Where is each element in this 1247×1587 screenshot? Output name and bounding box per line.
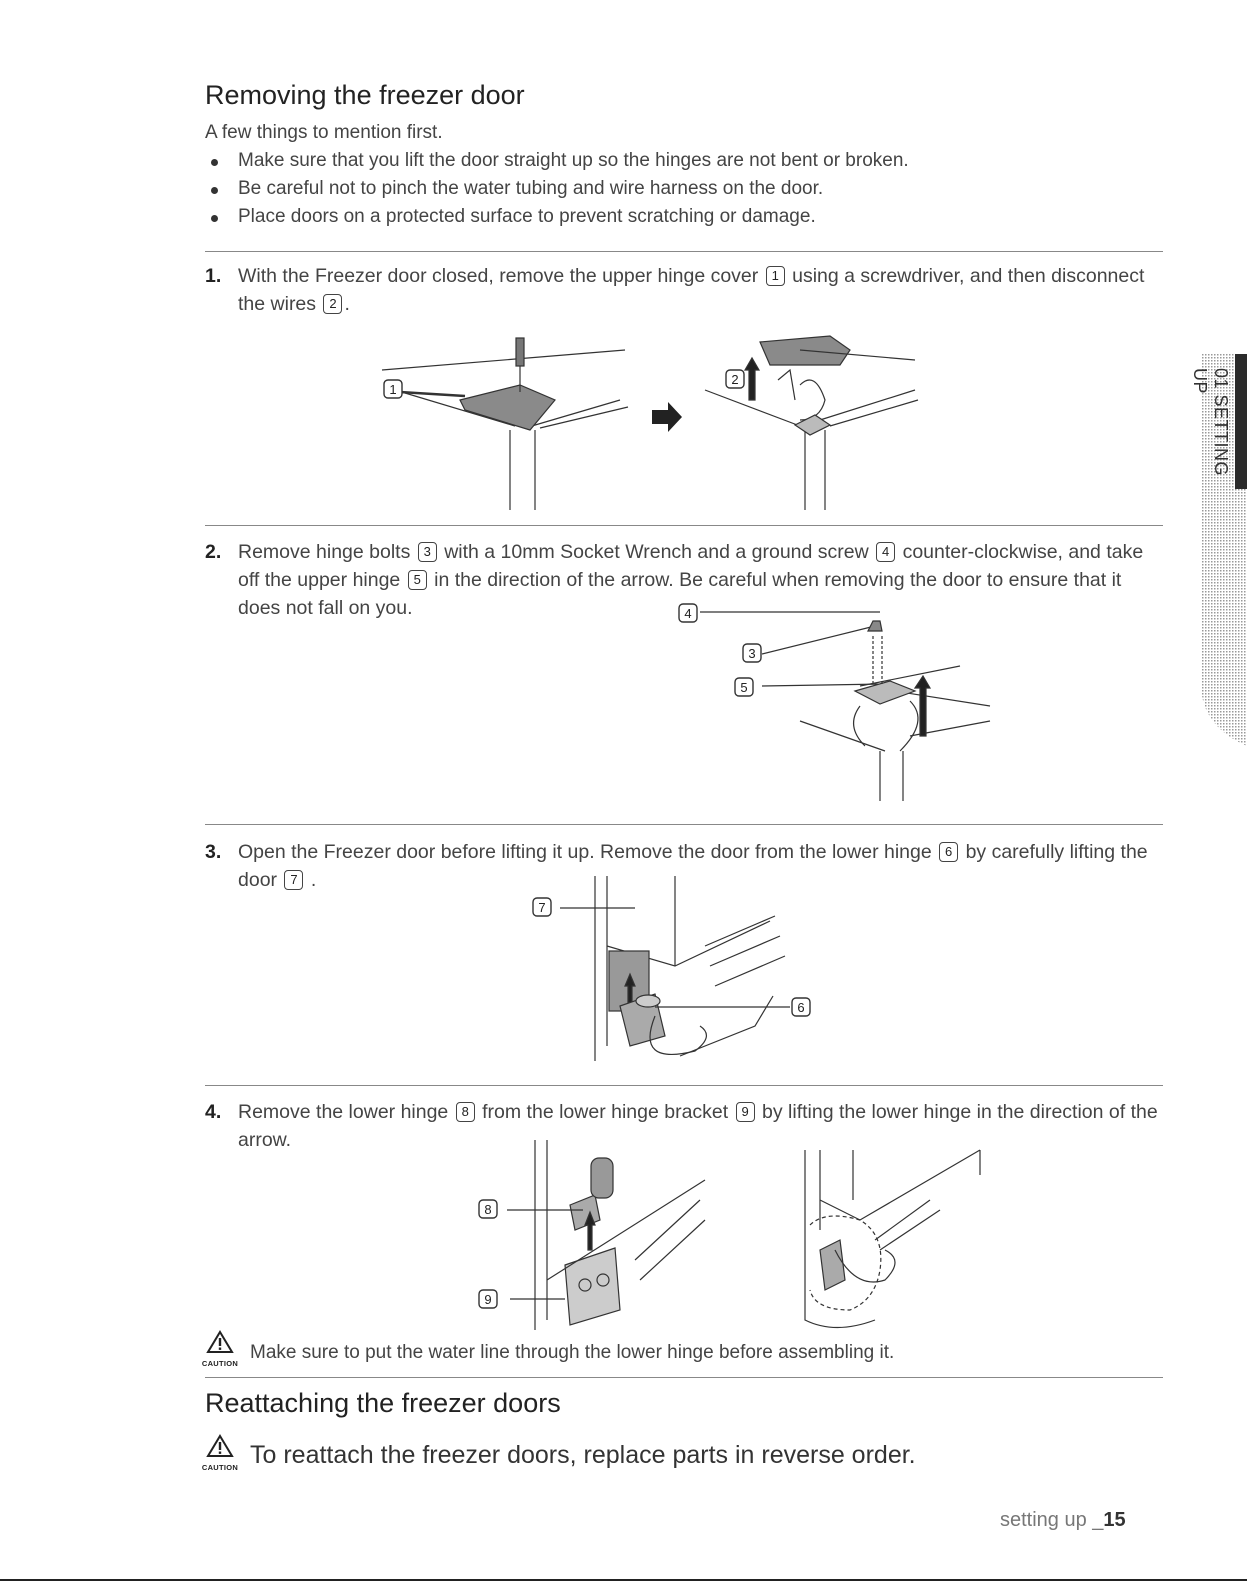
caution-icon: CAUTION [200,1434,240,1472]
divider [205,1085,1163,1086]
page-footer: setting up _15 [1000,1509,1126,1531]
figure-label: 4 [684,606,692,621]
bullet-list [205,150,1155,234]
caution-text: Make sure to put the water line through the lower hinge before assembling it. [250,1342,895,1363]
figure-step-1 [370,330,970,515]
intro-text: A few things to mention first. [205,122,443,143]
caution-note [200,1330,894,1368]
callout-badge: 8 [456,1102,475,1122]
step-1: 1. With the Freezer door closed, remove the upper hinge cover 1 using a screwdriver, and then disconnect the wires 2 . [205,265,1145,315]
figure-step-3 [525,876,825,1071]
callout-badge: 7 [284,870,303,890]
caution-text: To reattach the freezer doors, replace parts in reverse order. [250,1441,916,1469]
figure-label: 8 [484,1202,492,1217]
step-2: 2. Remove hinge bolts 3 with a 10mm Socket Wrench and a ground screw 4 counter-clockwise, and take off the upper hinge 5 in the direction of the arrow. Be careful when removing the door to ensure that it does not fall on you. [205,541,1144,619]
callout-badge: 6 [939,842,958,862]
figure-label: 2 [731,372,739,387]
side-tab-label: 01 SETTING UP [1190,368,1231,477]
callout-badge: 4 [876,542,895,562]
caution-icon: CAUTION [200,1330,240,1368]
divider [205,1377,1163,1378]
figure-step-2 [670,596,1010,806]
figure-label: 7 [538,900,546,915]
figure-label: 6 [797,1000,805,1015]
figure-label: 1 [389,382,397,397]
divider [205,251,1163,252]
divider [205,525,1163,526]
bullet-item: Be careful not to pinch the water tubing and wire harness on the door. [205,178,1155,200]
bullet-item: Place doors on a protected surface to prevent scratching or damage. [205,206,1155,228]
figure-label: 5 [740,680,748,695]
bottom-edge [0,1579,1247,1581]
callout-badge: 3 [418,542,437,562]
figure-step-4 [475,1140,1015,1340]
callout-badge: 2 [323,294,342,314]
section-title: Removing the freezer door [205,80,525,110]
caution-note-reattach [200,1434,916,1472]
callout-badge: 1 [766,266,785,286]
callout-badge: 9 [736,1102,755,1122]
step-4: 4. Remove the lower hinge 8 from the lower hinge bracket 9 by lifting the lower hinge in the direction of the arrow. [205,1101,1158,1151]
figure-label: 9 [484,1292,492,1307]
section-title-reattach: Reattaching the freezer doors [205,1388,561,1418]
callout-badge: 5 [408,570,427,590]
page-number: 15 [1103,1509,1126,1531]
step-3: 3. Open the Freezer door before lifting it up. Remove the door from the lower hinge 6 by carefully lifting the door 7 . [205,841,1148,891]
divider [205,824,1163,825]
figure-label: 3 [748,646,756,661]
bullet-item: Make sure that you lift the door straight up so the hinges are not bent or broken. [205,150,1155,172]
